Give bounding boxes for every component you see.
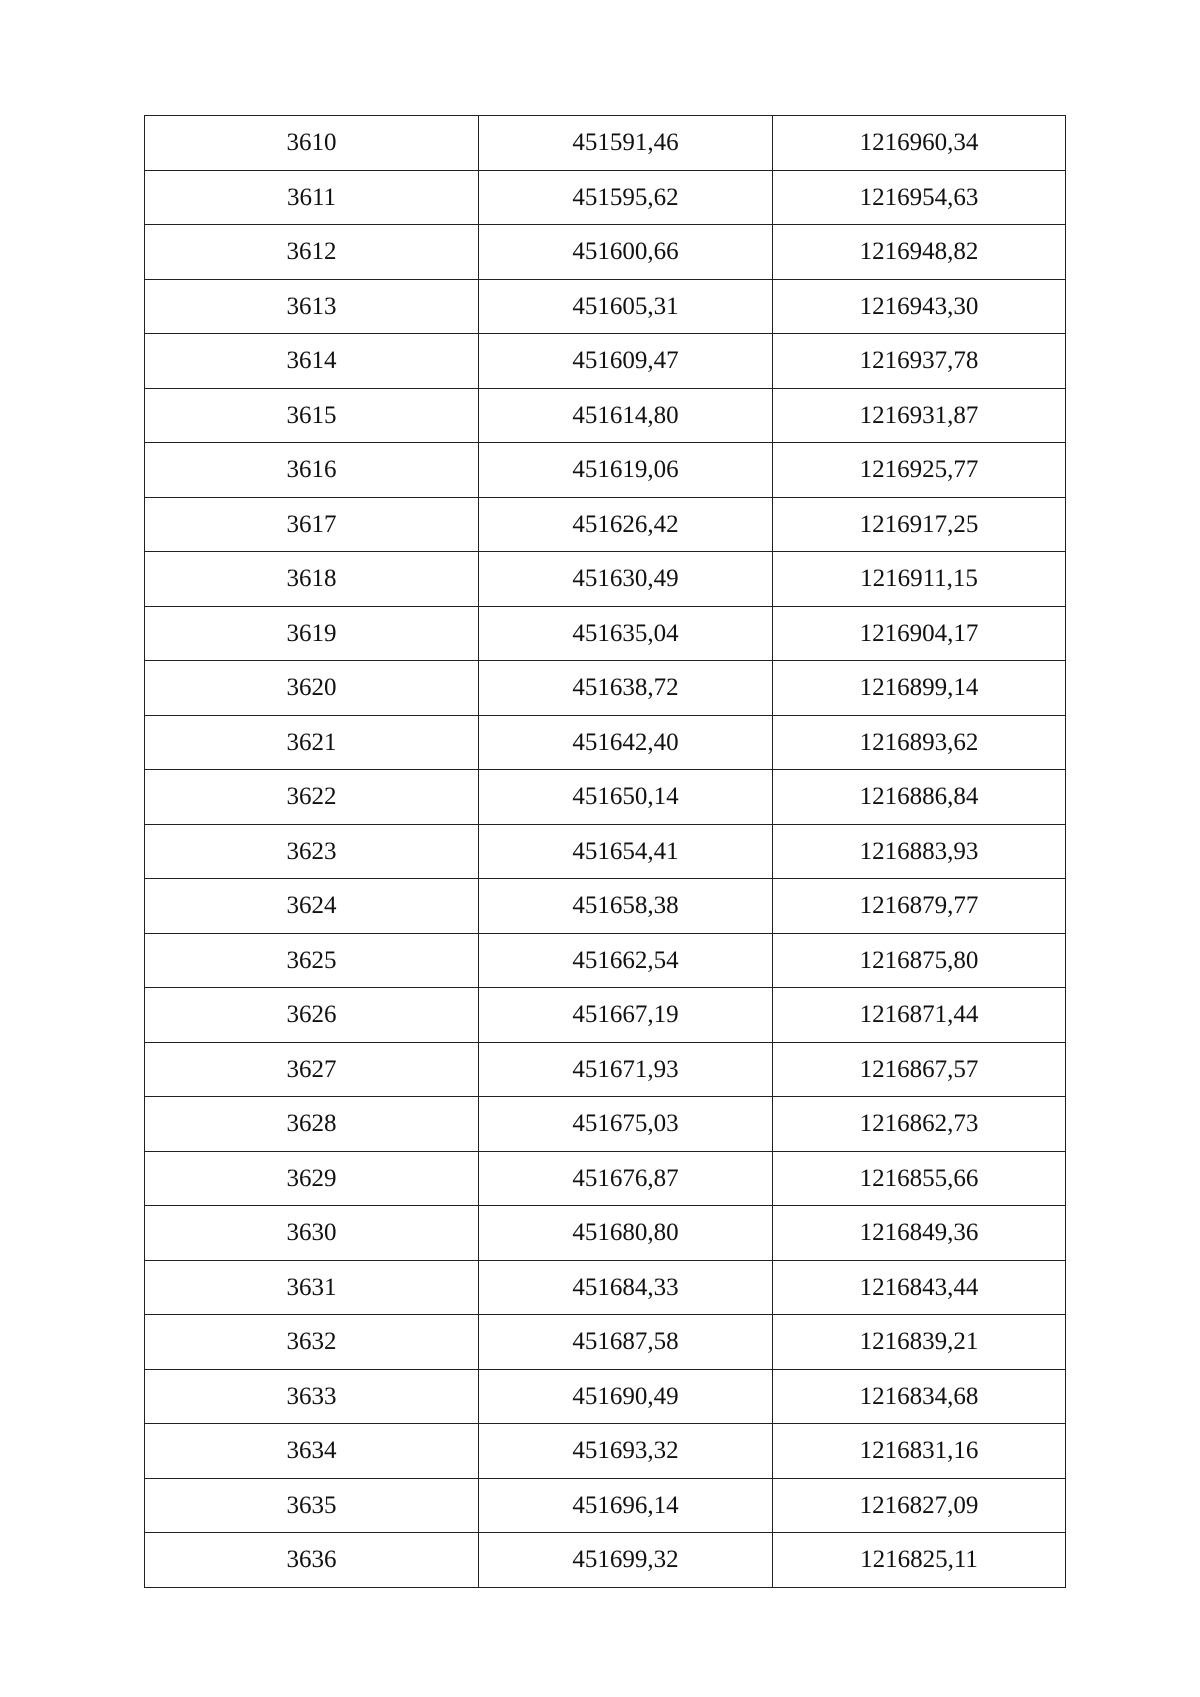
table-row (145, 606, 1066, 661)
x-coordinate-cell: 451635,04 (479, 606, 773, 661)
x-coordinate-cell: 451609,47 (479, 334, 773, 389)
point-number-cell: 3626 (145, 988, 479, 1043)
point-number-cell: 3631 (145, 1260, 479, 1315)
table-row (145, 388, 1066, 443)
point-number-cell: 3629 (145, 1151, 479, 1206)
table-row (145, 225, 1066, 280)
y-coordinate-cell: 1216943,30 (773, 279, 1066, 334)
point-number-cell: 3620 (145, 661, 479, 716)
table-row (145, 116, 1066, 171)
point-number-cell: 3614 (145, 334, 479, 389)
table-row (145, 933, 1066, 988)
table-row (145, 1315, 1066, 1370)
y-coordinate-cell: 1216893,62 (773, 715, 1066, 770)
y-coordinate-cell: 1216843,44 (773, 1260, 1066, 1315)
table-row (145, 1042, 1066, 1097)
point-number-cell: 3632 (145, 1315, 479, 1370)
point-number-cell: 3616 (145, 443, 479, 498)
y-coordinate-cell: 1216875,80 (773, 933, 1066, 988)
point-number-cell: 3634 (145, 1424, 479, 1479)
table-row (145, 552, 1066, 607)
x-coordinate-cell: 451591,46 (479, 116, 773, 171)
point-number-cell: 3624 (145, 879, 479, 934)
x-coordinate-cell: 451667,19 (479, 988, 773, 1043)
y-coordinate-cell: 1216827,09 (773, 1478, 1066, 1533)
x-coordinate-cell: 451662,54 (479, 933, 773, 988)
table-row (145, 497, 1066, 552)
y-coordinate-cell: 1216917,25 (773, 497, 1066, 552)
table-row (145, 1097, 1066, 1152)
x-coordinate-cell: 451605,31 (479, 279, 773, 334)
y-coordinate-cell: 1216839,21 (773, 1315, 1066, 1370)
x-coordinate-cell: 451684,33 (479, 1260, 773, 1315)
y-coordinate-cell: 1216886,84 (773, 770, 1066, 825)
table-row (145, 170, 1066, 225)
point-number-cell: 3630 (145, 1206, 479, 1261)
x-coordinate-cell: 451658,38 (479, 879, 773, 934)
point-number-cell: 3636 (145, 1533, 479, 1588)
y-coordinate-cell: 1216948,82 (773, 225, 1066, 280)
y-coordinate-cell: 1216911,15 (773, 552, 1066, 607)
y-coordinate-cell: 1216904,17 (773, 606, 1066, 661)
x-coordinate-cell: 451619,06 (479, 443, 773, 498)
table-row (145, 1151, 1066, 1206)
x-coordinate-cell: 451614,80 (479, 388, 773, 443)
point-number-cell: 3613 (145, 279, 479, 334)
x-coordinate-cell: 451642,40 (479, 715, 773, 770)
y-coordinate-cell: 1216862,73 (773, 1097, 1066, 1152)
table-row (145, 770, 1066, 825)
point-number-cell: 3612 (145, 225, 479, 280)
x-coordinate-cell: 451626,42 (479, 497, 773, 552)
y-coordinate-cell: 1216960,34 (773, 116, 1066, 171)
table-row (145, 1533, 1066, 1588)
table-row (145, 1206, 1066, 1261)
point-number-cell: 3619 (145, 606, 479, 661)
x-coordinate-cell: 451638,72 (479, 661, 773, 716)
x-coordinate-cell: 451690,49 (479, 1369, 773, 1424)
y-coordinate-cell: 1216925,77 (773, 443, 1066, 498)
y-coordinate-cell: 1216849,36 (773, 1206, 1066, 1261)
x-coordinate-cell: 451595,62 (479, 170, 773, 225)
point-number-cell: 3635 (145, 1478, 479, 1533)
coordinates-table-body (145, 116, 1066, 1588)
x-coordinate-cell: 451696,14 (479, 1478, 773, 1533)
x-coordinate-cell: 451687,58 (479, 1315, 773, 1370)
point-number-cell: 3633 (145, 1369, 479, 1424)
point-number-cell: 3623 (145, 824, 479, 879)
table-row (145, 824, 1066, 879)
y-coordinate-cell: 1216954,63 (773, 170, 1066, 225)
y-coordinate-cell: 1216899,14 (773, 661, 1066, 716)
x-coordinate-cell: 451630,49 (479, 552, 773, 607)
y-coordinate-cell: 1216871,44 (773, 988, 1066, 1043)
point-number-cell: 3628 (145, 1097, 479, 1152)
y-coordinate-cell: 1216879,77 (773, 879, 1066, 934)
coordinates-table (144, 115, 1066, 1588)
table-row (145, 715, 1066, 770)
table-row (145, 1369, 1066, 1424)
x-coordinate-cell: 451699,32 (479, 1533, 773, 1588)
point-number-cell: 3622 (145, 770, 479, 825)
y-coordinate-cell: 1216867,57 (773, 1042, 1066, 1097)
x-coordinate-cell: 451654,41 (479, 824, 773, 879)
x-coordinate-cell: 451671,93 (479, 1042, 773, 1097)
y-coordinate-cell: 1216937,78 (773, 334, 1066, 389)
x-coordinate-cell: 451675,03 (479, 1097, 773, 1152)
table-row (145, 279, 1066, 334)
x-coordinate-cell: 451676,87 (479, 1151, 773, 1206)
table-row (145, 1260, 1066, 1315)
point-number-cell: 3610 (145, 116, 479, 171)
x-coordinate-cell: 451650,14 (479, 770, 773, 825)
point-number-cell: 3625 (145, 933, 479, 988)
y-coordinate-cell: 1216883,93 (773, 824, 1066, 879)
table-row (145, 988, 1066, 1043)
point-number-cell: 3615 (145, 388, 479, 443)
y-coordinate-cell: 1216831,16 (773, 1424, 1066, 1479)
point-number-cell: 3627 (145, 1042, 479, 1097)
point-number-cell: 3617 (145, 497, 479, 552)
x-coordinate-cell: 451680,80 (479, 1206, 773, 1261)
table-row (145, 1478, 1066, 1533)
point-number-cell: 3621 (145, 715, 479, 770)
y-coordinate-cell: 1216855,66 (773, 1151, 1066, 1206)
x-coordinate-cell: 451693,32 (479, 1424, 773, 1479)
y-coordinate-cell: 1216931,87 (773, 388, 1066, 443)
table-row (145, 443, 1066, 498)
y-coordinate-cell: 1216825,11 (773, 1533, 1066, 1588)
x-coordinate-cell: 451600,66 (479, 225, 773, 280)
y-coordinate-cell: 1216834,68 (773, 1369, 1066, 1424)
table-row (145, 661, 1066, 716)
table-row (145, 879, 1066, 934)
table-row (145, 334, 1066, 389)
table-row (145, 1424, 1066, 1479)
point-number-cell: 3618 (145, 552, 479, 607)
point-number-cell: 3611 (145, 170, 479, 225)
